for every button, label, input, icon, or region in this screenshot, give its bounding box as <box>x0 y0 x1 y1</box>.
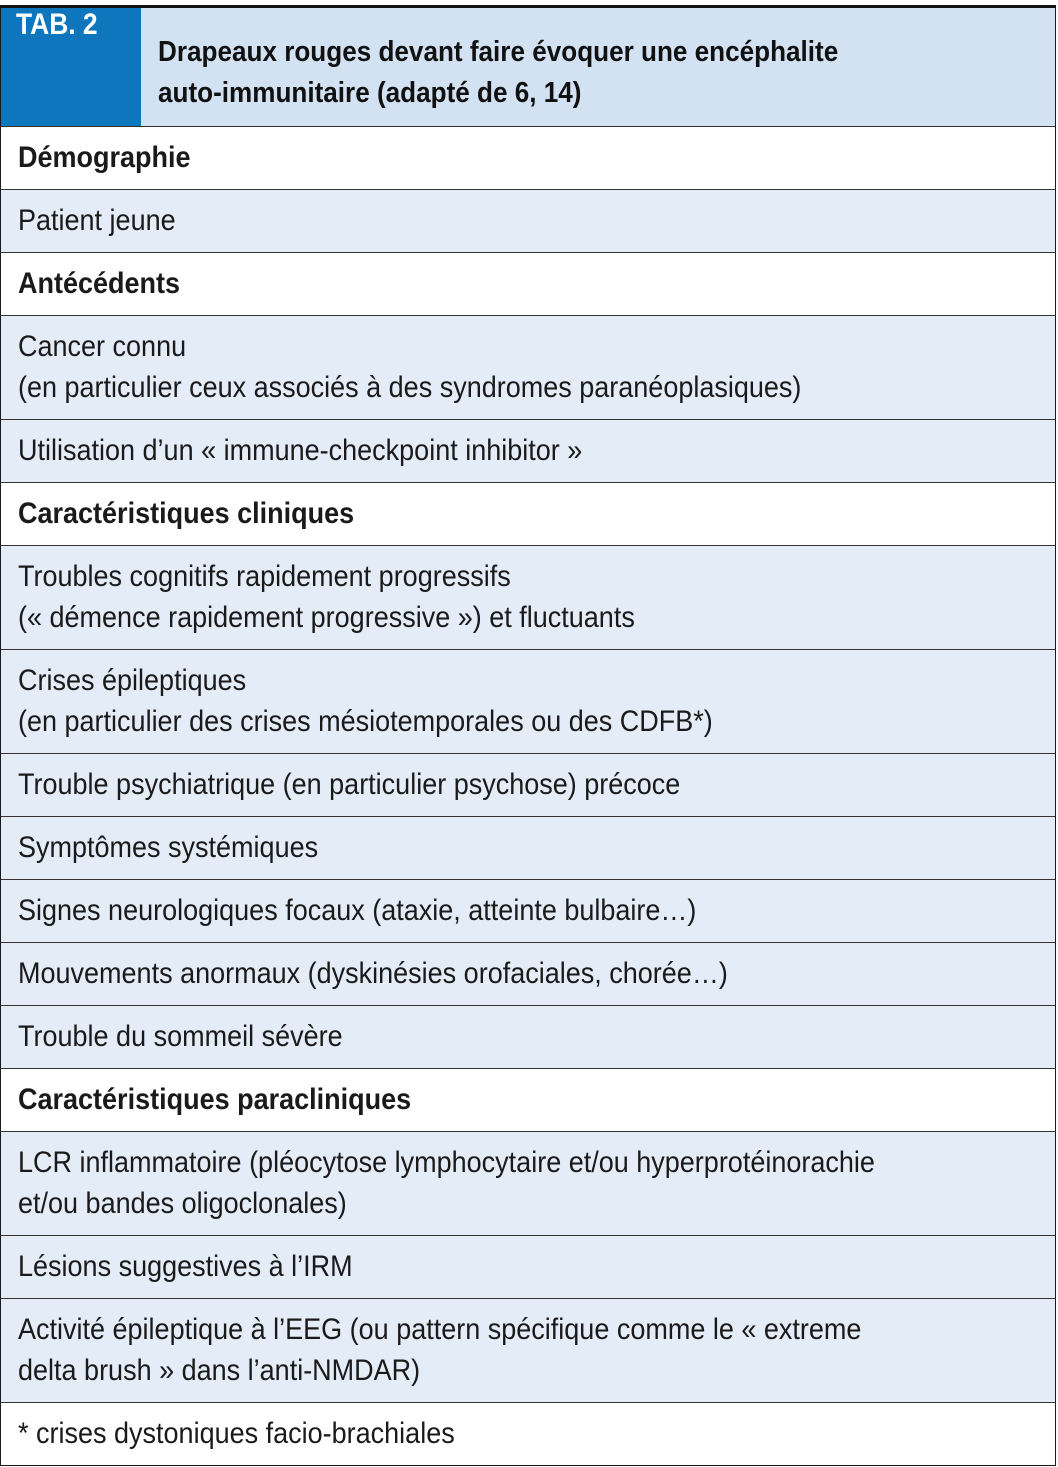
table-row <box>1 943 1055 1006</box>
row-text: Symptômes systémiques <box>18 831 319 864</box>
section-header-row <box>1 483 1055 546</box>
table-row <box>1 754 1055 817</box>
table-row <box>1 546 1055 650</box>
table-header <box>1 8 1055 127</box>
row-text: Trouble du sommeil sévère <box>18 1020 343 1053</box>
row-text: Lésions suggestives à l’IRM <box>18 1250 353 1283</box>
section-title: Caractéristiques cliniques <box>18 497 355 530</box>
section-header-row <box>1 127 1055 190</box>
table-row <box>1 650 1055 754</box>
row-text: Patient jeune <box>18 204 176 237</box>
row-text: Utilisation d’un « immune-checkpoint inhibitor » <box>18 434 583 467</box>
row-text: LCR inflammatoire (pléocytose lymphocytaire et/ou hyperprotéinorachie et/ou bandes oligoclonales) <box>18 1146 875 1220</box>
red-flags-table <box>0 5 1056 1466</box>
table-number: TAB. 2 <box>1 8 124 60</box>
table-row <box>1 817 1055 880</box>
section-title: Caractéristiques paracliniques <box>18 1083 412 1116</box>
row-text: Signes neurologiques focaux (ataxie, atteinte bulbaire…) <box>18 894 697 927</box>
table-title-line-1: Drapeaux rouges devant faire évoquer une encéphalite <box>158 36 839 68</box>
row-text: Cancer connu (en particulier ceux associés à des syndromes paranéoplasiques) <box>18 330 802 404</box>
row-text: Crises épileptiques (en particulier des crises mésiotemporales ou des CDFB*) <box>18 664 713 738</box>
row-text: Trouble psychiatrique (en particulier psychose) précoce <box>18 768 681 801</box>
table-title-line-2: auto-immunitaire (adapté de 6, 14) <box>158 77 582 109</box>
section-header-row <box>1 1069 1055 1132</box>
section-header-row <box>1 253 1055 316</box>
footnote-text: * crises dystoniques facio-brachiales <box>18 1417 455 1450</box>
table-number-cell <box>1 8 141 126</box>
table-row <box>1 1006 1055 1069</box>
section-title: Démographie <box>18 141 191 174</box>
table-row <box>1 1236 1055 1299</box>
table-row <box>1 190 1055 253</box>
table-row <box>1 1132 1055 1236</box>
table-title <box>141 8 1055 126</box>
section-title: Antécédents <box>18 267 181 300</box>
row-text: Troubles cognitifs rapidement progressifs (« démence rapidement progressive ») et fluctuants <box>18 560 635 634</box>
row-text: Activité épileptique à l’EEG (ou pattern spécifique comme le « extreme delta brush » dans l’anti-NMDAR) <box>18 1313 862 1387</box>
table-body <box>1 127 1055 1465</box>
table-row <box>1 420 1055 483</box>
table-row <box>1 316 1055 420</box>
footnote-row <box>1 1403 1055 1465</box>
table-row <box>1 1299 1055 1403</box>
table-row <box>1 880 1055 943</box>
row-text: Mouvements anormaux (dyskinésies orofaciales, chorée…) <box>18 957 728 990</box>
